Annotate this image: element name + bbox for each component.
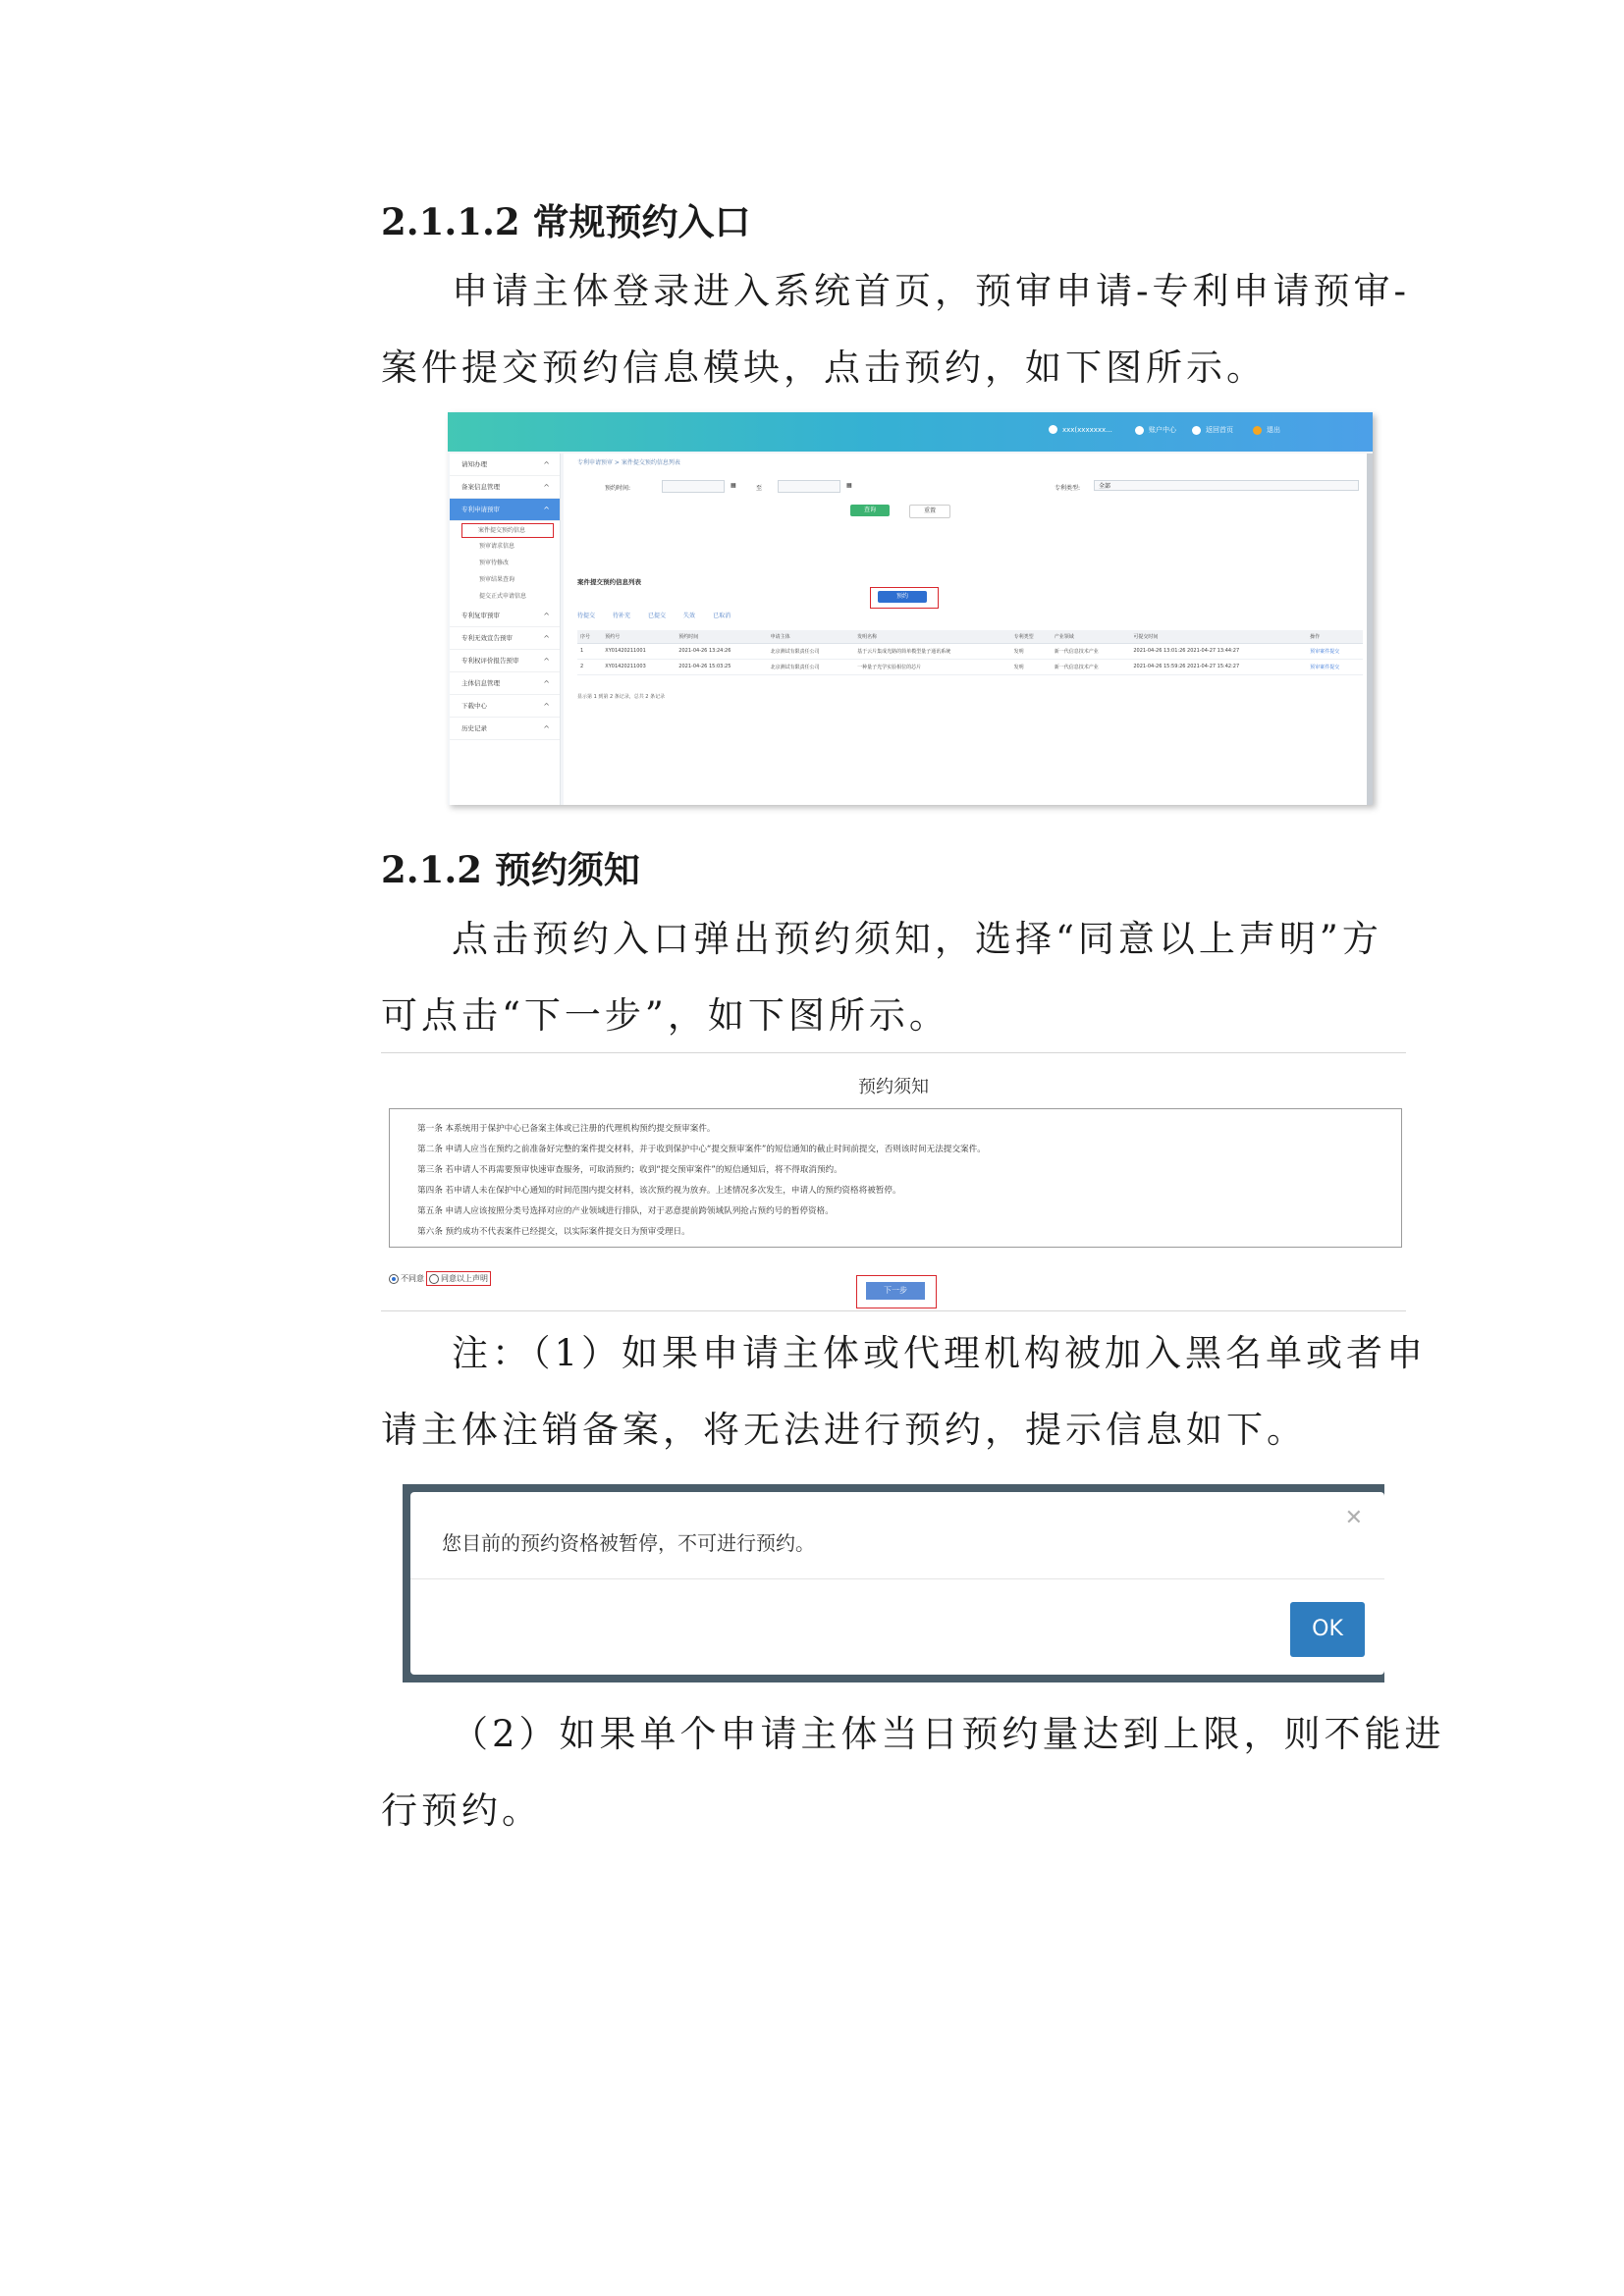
tab-submitted[interactable]: 已提交 xyxy=(648,613,667,619)
close-icon[interactable]: ✕ xyxy=(1344,1506,1363,1530)
tab-expired[interactable]: 失效 xyxy=(683,613,696,619)
app-header xyxy=(448,412,1373,452)
dialog-title: 预约须知 xyxy=(858,1077,929,1097)
rule-item: 第六条 预约成功不代表案件已经提交，以实际案件提交日为预审受理日。 xyxy=(417,1227,690,1237)
table-row xyxy=(577,644,1363,660)
table-cell: 北京测试有限责任公司 xyxy=(768,644,854,660)
table-cell: 新一代信息技术产业 xyxy=(1052,660,1131,675)
notice-content-box xyxy=(389,1108,1402,1248)
system-screenshot xyxy=(448,412,1373,805)
sidebar-item[interactable]: 主体信息管理 ^ xyxy=(450,672,560,695)
rule-item: 第五条 申请人应该按照分类号选择对应的产业领域进行排队，对于恶意提前跨领域队列抢占预约号的暂停资格。 xyxy=(417,1206,834,1216)
list-title: 案件提交预约信息列表 xyxy=(577,578,641,586)
reserve-button[interactable]: 预约 xyxy=(878,591,927,603)
breadcrumb[interactable]: 专利申请预审 > 案件提交预约信息列表 xyxy=(577,459,680,466)
home-icon xyxy=(1192,426,1201,435)
sidebar-item[interactable]: 备案信息管理 ^ xyxy=(450,476,560,499)
alert-message: 您目前的预约资格被暂停，不可进行预约。 xyxy=(442,1531,815,1555)
submenu-item-reservation[interactable]: 案件提交预约信息 xyxy=(461,523,554,538)
sidebar-item[interactable]: 专利无效宣告预审 ^ xyxy=(450,627,560,650)
suspended-alert-screenshot xyxy=(403,1484,1384,1682)
ok-button[interactable]: OK xyxy=(1290,1602,1365,1657)
end-date-input[interactable] xyxy=(778,480,840,493)
table-cell: 2021-04-26 15:03:25 xyxy=(676,660,767,675)
alert-dialog xyxy=(410,1492,1384,1675)
sidebar-item[interactable]: 历史记录 ^ xyxy=(450,718,560,740)
section-paragraph-line: 申请主体登录进入系统首页，预审申请-专利申请预审- xyxy=(452,270,1411,312)
start-date-input[interactable] xyxy=(662,480,725,493)
rule-item: 第二条 申请人应当在预约之前准备好完整的案件提交材料，并于收到保护中心“提交预审案件”的短信通知的截止时间前提交，否则该时间无法提交案件。 xyxy=(417,1145,986,1154)
next-button-highlight xyxy=(856,1275,937,1308)
table-cell: XY01420211001 xyxy=(602,644,676,660)
submenu-item[interactable]: 预审待修改 xyxy=(479,560,510,566)
table-cell: 发明 xyxy=(1011,644,1052,660)
column-header: 专利类型 xyxy=(1011,630,1052,644)
table-cell: 1 xyxy=(577,644,602,660)
table-cell: 新一代信息技术产业 xyxy=(1052,644,1131,660)
exit-icon xyxy=(1253,426,1262,435)
header-home-link[interactable]: 返回首页 xyxy=(1206,426,1233,434)
column-header: 预约时间 xyxy=(676,630,767,644)
filter-type-label: 专利类型: xyxy=(1055,485,1081,492)
reset-button[interactable]: 重置 xyxy=(909,505,950,518)
table-cell: 基于云片集成光路的简单模型量子通讯系统 xyxy=(854,644,1011,660)
rule-item: 第三条 若申请人不再需要预审快速审查服务，可取消预约；收到“提交预审案件”的短信通知后，将不得取消预约。 xyxy=(417,1165,842,1175)
note-line: 行预约。 xyxy=(381,1789,542,1832)
search-button[interactable]: 查询 xyxy=(850,505,890,516)
table-cell: 发明 xyxy=(1011,660,1052,675)
note-line: 请主体注销备案，将无法进行预约，提示信息如下。 xyxy=(381,1409,1307,1451)
tab-pending-submit[interactable]: 待提交 xyxy=(577,613,596,619)
status-tabs xyxy=(577,611,731,619)
note-line: （2）如果单个申请主体当日预约量达到上限，则不能进 xyxy=(452,1713,1445,1755)
account-icon xyxy=(1135,426,1144,435)
sidebar-item-active[interactable]: 专利申请预审 ^ xyxy=(450,499,560,521)
submenu-item[interactable]: 提交正式申请信息 xyxy=(479,593,527,600)
notice-rules xyxy=(417,1119,986,1243)
column-header: 可提交时间 xyxy=(1130,630,1307,644)
disagree-label: 不同意 xyxy=(401,1274,424,1283)
header-exit-link[interactable]: 退出 xyxy=(1267,426,1280,434)
filter-time-label: 预约时间: xyxy=(605,485,631,492)
reservation-notice-dialog xyxy=(381,1052,1406,1311)
table-cell: 2021-04-26 13:01:26 2021-04-27 13:44:27 xyxy=(1130,644,1307,660)
filter-to-label: 至 xyxy=(756,485,763,492)
agree-option-highlight xyxy=(426,1271,491,1286)
table-pagination-info: 显示第 1 到第 2 条记录，总共 2 条记录 xyxy=(577,694,666,700)
section-paragraph-line: 点击预约入口弹出预约须知，选择“同意以上声明”方 xyxy=(452,918,1382,960)
section-paragraph-line: 可点击“下一步”，如下图所示。 xyxy=(381,994,949,1037)
submenu-item[interactable]: 预审请求信息 xyxy=(479,543,515,550)
agree-radio[interactable] xyxy=(429,1274,439,1284)
table-cell: 2021-04-26 13:24:26 xyxy=(676,644,767,660)
calendar-icon[interactable]: ▦ xyxy=(846,482,852,489)
sidebar-item[interactable]: 下载中心 ^ xyxy=(450,695,560,718)
sidebar-item[interactable]: 专利复审预审 ^ xyxy=(450,605,560,627)
sidebar xyxy=(450,454,561,805)
section-heading-2-1-1-2: 2.1.1.2 常规预约入口 xyxy=(381,200,751,243)
header-user[interactable]: xxx(xxxxxxx... xyxy=(1062,425,1112,434)
table-cell: 2021-04-26 15:59:26 2021-04-27 15:42:27 xyxy=(1130,660,1307,675)
calendar-icon[interactable]: ▦ xyxy=(731,482,736,489)
table-header-row xyxy=(577,630,1363,644)
sidebar-item[interactable]: 请知办理 ^ xyxy=(450,454,560,476)
rule-item: 第四条 若申请人未在保护中心通知的时间范围内提交材料，该次预约视为放弃。上述情况多次发生，申请人的预约资格将被暂停。 xyxy=(417,1186,901,1196)
submit-case-link[interactable]: 预审案件提交 xyxy=(1307,660,1363,675)
section-paragraph-line: 案件提交预约信息模块，点击预约，如下图所示。 xyxy=(381,347,1267,389)
disagree-radio[interactable] xyxy=(389,1274,399,1284)
main-content xyxy=(564,454,1371,805)
column-header: 操作 xyxy=(1307,630,1363,644)
section-heading-2-1-2: 2.1.2 预约须知 xyxy=(381,848,640,891)
submenu-item[interactable]: 预审结果查询 xyxy=(479,576,515,583)
table-cell: XY01420211003 xyxy=(602,660,676,675)
table-cell: 一种量子光学实验相位的芯片 xyxy=(854,660,1011,675)
consent-radio-group xyxy=(389,1271,491,1286)
column-header: 序号 xyxy=(577,630,602,644)
reservation-table xyxy=(577,630,1363,675)
user-icon xyxy=(1049,425,1057,434)
agree-label: 同意以上声明 xyxy=(441,1274,488,1283)
header-account-link[interactable]: 账户中心 xyxy=(1149,426,1176,434)
note-line: 注：（1）如果申请主体或代理机构被加入黑名单或者申 xyxy=(452,1332,1428,1374)
column-header: 发明名称 xyxy=(854,630,1011,644)
tab-pending-supplement[interactable]: 待补充 xyxy=(613,613,631,619)
tab-cancelled[interactable]: 已取消 xyxy=(713,613,731,619)
column-header: 产业领域 xyxy=(1052,630,1131,644)
rule-item: 第一条 本系统用于保护中心已备案主体或已注册的代理机构预约提交预审案件。 xyxy=(417,1124,716,1134)
next-step-button[interactable]: 下一步 xyxy=(866,1282,925,1300)
table-cell: 北京测试有限责任公司 xyxy=(768,660,854,675)
scrollbar[interactable] xyxy=(1367,454,1373,805)
patent-type-select[interactable]: 全部 xyxy=(1094,480,1359,491)
table-cell: 2 xyxy=(577,660,602,675)
divider xyxy=(410,1578,1384,1579)
column-header: 申请主体 xyxy=(768,630,854,644)
column-header: 预约号 xyxy=(602,630,676,644)
submit-case-link[interactable]: 预审案件提交 xyxy=(1307,644,1363,660)
table-row xyxy=(577,660,1363,675)
sidebar-item[interactable]: 专利权评价报告预审 ^ xyxy=(450,650,560,672)
